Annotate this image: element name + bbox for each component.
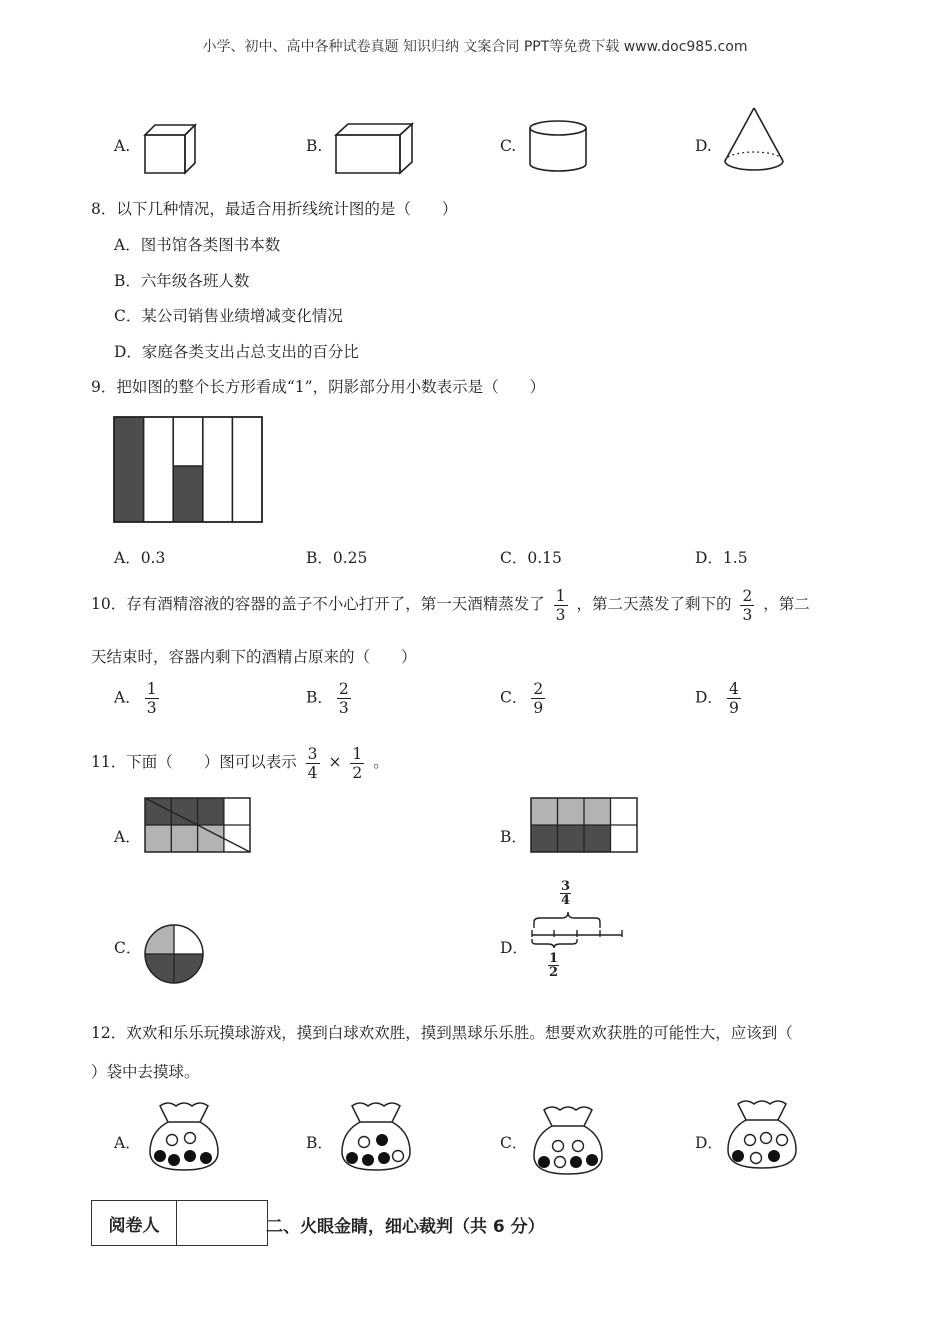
q10-fraction-1 [554,587,568,624]
q10-fraction-2 [740,587,754,624]
q11-bar-top-num: 3 [561,879,571,894]
q11-frac2-num: 1 [352,744,363,763]
q11-line [91,740,389,784]
bag-icon-b [338,1100,414,1174]
q12-option-c-label[interactable]: C． [500,1134,528,1152]
q11-option-b-label[interactable]: B． [500,828,527,846]
bag-icon-c [530,1104,606,1178]
q11-bar-bottom-den: 2 [549,965,559,980]
cylinder-icon [528,118,592,176]
q11-text-part1: 11．下面（ ）图可以表示 [91,753,297,771]
q11-option-c-circle [144,924,204,984]
page-header: 小学、初中、高中各种试卷真题 知识归纳 文案合同 PPT等免费下载 www.doc985.com [202,39,748,55]
q11-option-a-grid [144,797,252,855]
q10-option-a-label: A． [114,688,141,707]
q8-option-b[interactable]: B．六年级各班人数 [114,272,250,290]
q11-frac2-den: 2 [352,763,363,782]
cone-icon [722,106,786,176]
q11-fraction-2 [350,745,364,782]
q9-option-a[interactable]: A．0.3 [114,549,166,567]
q10-line1 [91,582,810,626]
q10-option-c-den: 9 [533,699,544,717]
q10-option-b[interactable] [306,680,355,717]
grader-input-cell[interactable] [177,1201,268,1246]
rectangular-prism-icon [332,120,416,176]
q7-option-a-label[interactable]: A. [114,137,131,155]
q10-text-part1: 10．存有酒精溶液的容器的盖子不小心打开了，第一天酒精蒸发了 [91,595,545,613]
q8-option-a[interactable]: A．图书馆各类图书本数 [114,236,281,254]
cube-icon [140,120,200,176]
q10-option-a-num: 1 [146,680,157,698]
q10-option-d-num: 4 [728,680,739,698]
q11-frac1-den: 4 [307,763,318,782]
q12-line1: 12．欢欢和乐乐玩摸球游戏，摸到白球欢欢胜，摸到黑球乐乐胜。想要欢欢获胜的可能性大，应该到（ [91,1024,793,1042]
q10-option-c-num: 2 [533,680,544,698]
grader-box [91,1200,268,1246]
q11-bar-bottom-fraction [548,952,559,979]
bag-icon-d [724,1098,800,1172]
q7-option-d-label[interactable]: D. [695,137,712,155]
q11-times: × [328,753,342,771]
q10-option-d-label: D． [695,688,723,707]
q11-bar-top-den: 4 [561,893,571,908]
q9-option-c[interactable]: C．0.15 [500,549,562,567]
q10-option-a[interactable] [114,680,163,717]
q11-end: 。 [373,753,389,771]
q12-line2: ）袋中去摸球。 [91,1063,200,1081]
q8-option-c[interactable]: C．某公司销售业绩增减变化情况 [114,307,343,325]
q11-bar-top-fraction [560,880,571,907]
q10-frac1-den: 3 [555,605,566,624]
q11-fraction-1 [306,745,320,782]
q10-option-d[interactable] [695,680,745,717]
q9-text: 9．把如图的整个长方形看成“1”，阴影部分用小数表示是（ ） [91,378,546,396]
section-2-title: 二、火眼金睛，细心裁判（共 6 分） [266,1217,545,1237]
q10-option-a-den: 3 [146,699,157,717]
q8-text: 8．以下几种情况，最适合用折线统计图的是（ ） [91,200,458,218]
q10-line2: 天结束时，容器内剩下的酒精占原来的（ ） [91,648,417,666]
q10-frac2-den: 3 [742,605,753,624]
q11-option-a-label[interactable]: A． [114,828,141,846]
q12-option-a-label[interactable]: A． [114,1134,141,1152]
q12-option-b-label[interactable]: B． [306,1134,333,1152]
grader-label: 阅卷人 [92,1201,177,1246]
q11-frac1-num: 3 [307,744,318,763]
q10-text-part3: ，第二 [763,595,810,613]
q10-option-c-label: C． [500,688,528,707]
q11-bar-bottom-num: 1 [549,951,559,966]
q9-option-d[interactable]: D．1.5 [695,549,748,567]
q7-option-b-label[interactable]: B. [306,137,323,155]
q7-option-c-label[interactable]: C. [500,137,517,155]
q11-option-d-label[interactable]: D． [500,939,528,957]
q10-option-b-label: B． [306,688,333,707]
bag-icon-a [146,1100,222,1174]
q11-option-d-bar-diagram [530,906,626,950]
q10-option-d-den: 9 [728,699,739,717]
q10-frac1-num: 1 [555,586,566,605]
q10-frac2-num: 2 [742,586,753,605]
q10-text-part2: ，第二天蒸发了剩下的 [576,595,732,613]
q10-option-b-den: 3 [338,699,349,717]
q12-option-d-label[interactable]: D． [695,1134,723,1152]
q10-option-b-num: 2 [338,680,349,698]
q11-option-c-label[interactable]: C． [114,939,142,957]
q11-option-b-grid [530,797,640,855]
q9-option-b[interactable]: B．0.25 [306,549,368,567]
q10-option-c[interactable] [500,680,549,717]
q8-option-d[interactable]: D．家庭各类支出占总支出的百分比 [114,343,359,361]
q9-rectangle-figure [113,416,265,524]
